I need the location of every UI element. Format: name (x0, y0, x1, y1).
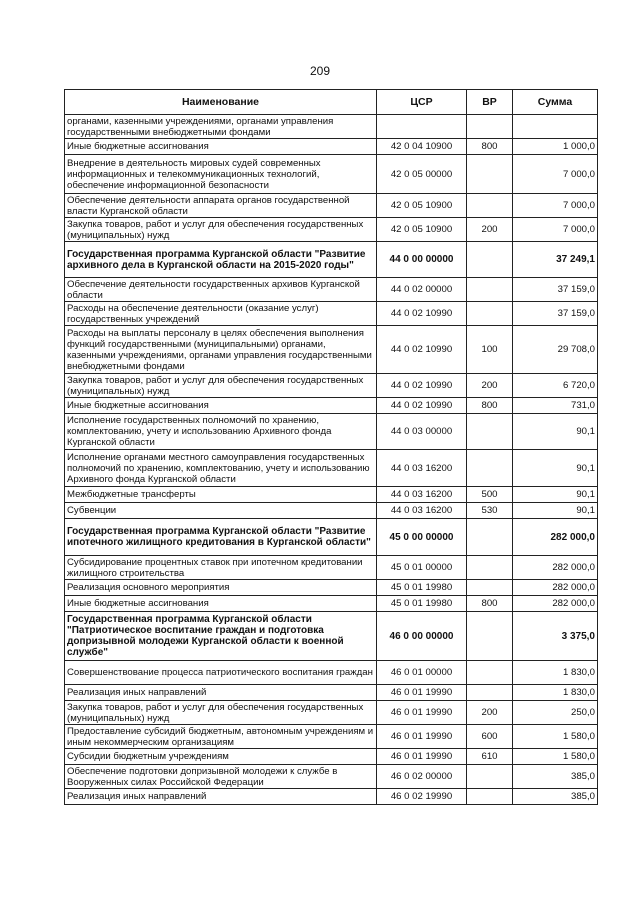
table-row (65, 701, 598, 725)
cell-name: Исполнение органами местного самоуправления государственных полномочий по хранению, комплектованию, учету и использованию Архивного фонда Курганской области (65, 450, 377, 487)
cell-vr (467, 580, 513, 596)
table-row (65, 302, 598, 326)
table-row (65, 487, 598, 503)
cell-name: Иные бюджетные ассигнования (65, 398, 377, 414)
cell-name: Межбюджетные трансферты (65, 487, 377, 503)
cell-name: Обеспечение деятельности государственных архивов Курганской области (65, 278, 377, 302)
cell-vr: 800 (467, 398, 513, 414)
cell-name: Государственная программа Курганской области "Патриотическое воспитание граждан и подготовка допризывной молодежи Курганской области к военной службе" (65, 612, 377, 661)
table-row (65, 398, 598, 414)
cell-vr: 800 (467, 596, 513, 612)
table-row (65, 725, 598, 749)
table-row (65, 580, 598, 596)
cell-csr: 45 0 00 00000 (377, 519, 467, 556)
cell-csr: 46 0 01 19990 (377, 725, 467, 749)
cell-vr: 500 (467, 487, 513, 503)
cell-sum: 250,0 (513, 701, 598, 725)
table-row (65, 749, 598, 765)
cell-vr: 600 (467, 725, 513, 749)
cell-vr (467, 661, 513, 685)
column-header-vr: ВР (467, 90, 513, 115)
table-row (65, 661, 598, 685)
cell-name: Иные бюджетные ассигнования (65, 596, 377, 612)
cell-name: Обеспечение деятельности аппарата органов государственной власти Курганской области (65, 194, 377, 218)
cell-vr: 610 (467, 749, 513, 765)
cell-sum: 1 000,0 (513, 139, 598, 155)
cell-sum: 90,1 (513, 487, 598, 503)
cell-csr: 46 0 01 19990 (377, 701, 467, 725)
cell-csr: 45 0 01 19980 (377, 580, 467, 596)
column-header-name: Наименование (65, 90, 377, 115)
cell-vr: 800 (467, 139, 513, 155)
cell-vr (467, 414, 513, 450)
cell-csr: 42 0 04 10900 (377, 139, 467, 155)
cell-csr: 45 0 01 00000 (377, 556, 467, 580)
cell-sum (513, 115, 598, 139)
cell-csr: 46 0 00 00000 (377, 612, 467, 661)
cell-sum: 385,0 (513, 789, 598, 805)
cell-sum: 1 830,0 (513, 661, 598, 685)
cell-csr: 46 0 01 19990 (377, 749, 467, 765)
cell-csr (377, 115, 467, 139)
table-row (65, 503, 598, 519)
cell-csr: 44 0 03 16200 (377, 503, 467, 519)
cell-name: Внедрение в деятельность мировых судей современных информационных и телекоммуникационных технологий, обеспечение информационной безопасности (65, 155, 377, 194)
cell-sum: 1 580,0 (513, 725, 598, 749)
column-header-csr: ЦСР (377, 90, 467, 115)
table-row (65, 685, 598, 701)
cell-vr (467, 155, 513, 194)
cell-csr: 42 0 05 10900 (377, 218, 467, 242)
cell-vr (467, 278, 513, 302)
cell-csr: 44 0 00 00000 (377, 242, 467, 278)
table-row (65, 596, 598, 612)
cell-vr (467, 765, 513, 789)
cell-csr: 46 0 02 00000 (377, 765, 467, 789)
cell-vr (467, 194, 513, 218)
cell-sum: 282 000,0 (513, 556, 598, 580)
cell-sum: 731,0 (513, 398, 598, 414)
cell-name: Государственная программа Курганской области "Развитие архивного дела в Курганской области на 2015-2020 годы" (65, 242, 377, 278)
cell-sum: 7 000,0 (513, 218, 598, 242)
cell-sum: 6 720,0 (513, 374, 598, 398)
cell-name: Расходы на обеспечение деятельности (оказание услуг) государственных учреждений (65, 302, 377, 326)
table-row (65, 789, 598, 805)
cell-name: органами, казенными учреждениями, органами управления государственными внебюджетными фондами (65, 115, 377, 139)
cell-sum: 90,1 (513, 450, 598, 487)
cell-sum: 29 708,0 (513, 326, 598, 374)
cell-csr: 46 0 01 19990 (377, 685, 467, 701)
table-row (65, 242, 598, 278)
cell-name: Исполнение государственных полномочий по хранению, комплектованию, учету и использованию Архивного фонда Курганской области (65, 414, 377, 450)
cell-csr: 44 0 02 10990 (377, 374, 467, 398)
table-row (65, 414, 598, 450)
cell-vr (467, 115, 513, 139)
cell-name: Реализация основного мероприятия (65, 580, 377, 596)
cell-csr: 42 0 05 10900 (377, 194, 467, 218)
cell-vr (467, 519, 513, 556)
cell-csr: 42 0 05 00000 (377, 155, 467, 194)
cell-sum: 37 249,1 (513, 242, 598, 278)
cell-vr (467, 556, 513, 580)
table-row (65, 139, 598, 155)
cell-vr (467, 302, 513, 326)
cell-name: Закупка товаров, работ и услуг для обеспечения государственных (муниципальных) нужд (65, 701, 377, 725)
cell-csr: 46 0 02 19990 (377, 789, 467, 805)
cell-sum: 282 000,0 (513, 580, 598, 596)
table-row (65, 278, 598, 302)
cell-vr (467, 685, 513, 701)
cell-name: Субсидии бюджетным учреждениям (65, 749, 377, 765)
table-row (65, 115, 598, 139)
cell-name: Предоставление субсидий бюджетным, автономным учреждениям и иным некоммерческим организациям (65, 725, 377, 749)
cell-csr: 44 0 03 16200 (377, 487, 467, 503)
cell-csr: 44 0 03 16200 (377, 450, 467, 487)
cell-sum: 37 159,0 (513, 278, 598, 302)
table-row (65, 155, 598, 194)
cell-name: Обеспечение подготовки допризывной молодежи к службе в Вооруженных силах Российской Федерации (65, 765, 377, 789)
cell-name: Субвенции (65, 503, 377, 519)
column-header-sum: Сумма (513, 90, 598, 115)
table-row (65, 450, 598, 487)
page-number: 209 (309, 64, 331, 78)
cell-sum: 1 830,0 (513, 685, 598, 701)
cell-vr: 100 (467, 326, 513, 374)
cell-name: Закупка товаров, работ и услуг для обеспечения государственных (муниципальных) нужд (65, 218, 377, 242)
table-row (65, 374, 598, 398)
cell-csr: 44 0 02 10990 (377, 326, 467, 374)
table-row (65, 326, 598, 374)
cell-csr: 46 0 01 00000 (377, 661, 467, 685)
cell-name: Расходы на выплаты персоналу в целях обеспечения выполнения функций государственными (муниципальными) органами, казенными учреждениями, органами управления государственными внебюджетными фондами (65, 326, 377, 374)
table-row (65, 519, 598, 556)
cell-vr: 530 (467, 503, 513, 519)
cell-vr: 200 (467, 374, 513, 398)
table-row (65, 218, 598, 242)
cell-sum: 7 000,0 (513, 194, 598, 218)
cell-csr: 44 0 02 00000 (377, 278, 467, 302)
cell-sum: 282 000,0 (513, 596, 598, 612)
cell-csr: 44 0 02 10990 (377, 398, 467, 414)
table-header-row (65, 90, 598, 115)
table-row (65, 612, 598, 661)
cell-sum: 3 375,0 (513, 612, 598, 661)
cell-name: Реализация иных направлений (65, 789, 377, 805)
cell-vr (467, 612, 513, 661)
cell-sum: 1 580,0 (513, 749, 598, 765)
cell-vr (467, 450, 513, 487)
table-row (65, 765, 598, 789)
cell-name: Государственная программа Курганской области "Развитие ипотечного жилищного кредитования в Курганской области" (65, 519, 377, 556)
cell-name: Закупка товаров, работ и услуг для обеспечения государственных (муниципальных) нужд (65, 374, 377, 398)
cell-csr: 44 0 02 10990 (377, 302, 467, 326)
cell-name: Иные бюджетные ассигнования (65, 139, 377, 155)
cell-sum: 90,1 (513, 414, 598, 450)
cell-vr: 200 (467, 701, 513, 725)
cell-csr: 44 0 03 00000 (377, 414, 467, 450)
cell-sum: 90,1 (513, 503, 598, 519)
cell-name: Реализация иных направлений (65, 685, 377, 701)
table-row (65, 194, 598, 218)
cell-sum: 37 159,0 (513, 302, 598, 326)
cell-vr: 200 (467, 218, 513, 242)
cell-sum: 385,0 (513, 765, 598, 789)
cell-vr (467, 242, 513, 278)
cell-csr: 45 0 01 19980 (377, 596, 467, 612)
budget-table (64, 89, 598, 805)
cell-sum: 282 000,0 (513, 519, 598, 556)
cell-vr (467, 789, 513, 805)
table-row (65, 556, 598, 580)
cell-name: Субсидирование процентных ставок при ипотечном кредитовании жилищного строительства (65, 556, 377, 580)
cell-name: Совершенствование процесса патриотического воспитания граждан (65, 661, 377, 685)
cell-sum: 7 000,0 (513, 155, 598, 194)
